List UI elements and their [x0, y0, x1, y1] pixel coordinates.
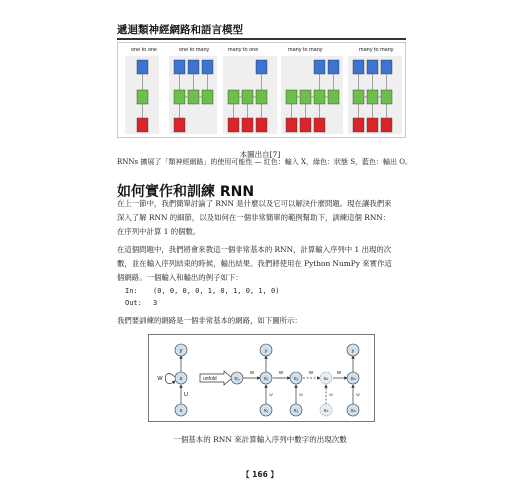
page-number: 【 166 】	[242, 470, 278, 479]
unfold-label: unfold	[203, 376, 217, 382]
figure1-caption: 本圖出自[7]	[239, 150, 281, 159]
state-block	[381, 90, 392, 104]
edge-w-label: W	[336, 370, 342, 375]
state-node-n-label: Sₙ	[350, 377, 356, 382]
output-block	[188, 60, 199, 74]
output-node-n-label: y	[351, 349, 355, 354]
state-block	[137, 90, 148, 104]
paragraph-2	[117, 243, 407, 286]
output-block	[353, 60, 364, 74]
input-block	[256, 118, 267, 132]
code-in-value: (0, 0, 0, 0, 1, 0, 1, 0, 1, 0)	[153, 287, 280, 295]
state-node-k-label: Sₖ	[323, 377, 329, 382]
header-rule	[117, 38, 406, 40]
output-block	[202, 60, 213, 74]
input-block	[228, 118, 239, 132]
paragraph-2-line: 個網路。一個輸入和輸出的例子如下：	[117, 273, 243, 283]
output-node-1-label: y	[264, 349, 268, 354]
config-label-one-to-one: one to one	[131, 47, 157, 53]
paragraph-1-line: 在上一節中，我們簡單討論了 RNN 是什麼以及它可以解決什麼問題。現在讓我們來	[117, 199, 392, 208]
paragraph-2-line: 數，並在輸入序列結束的時候，輸出結果。我們將使用在 Python NumPy 來實作這	[117, 259, 392, 269]
unfolded-rnn-figure	[148, 334, 375, 422]
edge-w-label: W	[278, 370, 284, 375]
config-label-one-to-many: one to many	[179, 47, 210, 53]
input-block	[137, 118, 148, 132]
state-block	[314, 90, 325, 104]
node-y-label: y	[179, 348, 183, 354]
input-block	[174, 118, 185, 132]
state-node-0-label: S₀	[234, 377, 240, 382]
input-block	[381, 118, 392, 132]
paragraph-1-line: 深入了解 RNN 的細節，以及如何在一個非常簡單的範例幫助下，訓練這個 RNN：	[117, 213, 391, 223]
input-block	[314, 118, 325, 132]
state-block	[242, 90, 253, 104]
config-label-many-to-many-1: many to many	[288, 47, 323, 53]
state-block	[328, 90, 339, 104]
input-block	[286, 118, 297, 132]
running-header-title: 遞迴類神經網路和語言模型	[117, 24, 243, 36]
output-block	[381, 60, 392, 74]
input-block	[300, 118, 311, 132]
edge-w-label: W	[249, 370, 255, 375]
config-label-many-to-many-2: many to many	[359, 47, 394, 53]
node-x-label: x	[179, 408, 183, 414]
paragraph-1-line: 在序列中計算 1 的個數。	[117, 227, 201, 237]
figure1-note: RNNs 擴展了「類神經網路」的使用可能性 — 紅色：輸入 X，綠色：狀態 S，藍色：輸出 O。	[117, 158, 412, 166]
input-block	[353, 118, 364, 132]
paragraph-1	[117, 197, 407, 240]
code-in-label: In:	[125, 287, 138, 295]
output-block	[256, 60, 267, 74]
output-block	[174, 60, 185, 74]
output-block	[328, 60, 339, 74]
node-s-label: s	[179, 376, 183, 382]
edge-u-label: U	[269, 392, 273, 397]
state-block	[300, 90, 311, 104]
edge-u-label: U	[329, 392, 333, 397]
state-block	[367, 90, 378, 104]
edge-u-label: U	[299, 392, 303, 397]
section-heading: 如何實作和訓練 RNN	[117, 184, 255, 200]
state-block	[353, 90, 364, 104]
input-node-k-label: Xₖ	[323, 409, 329, 414]
input-node-n-label: Xₙ	[350, 409, 356, 414]
folded-u-label: U	[184, 392, 188, 398]
state-block	[228, 90, 239, 104]
paragraph-2-line: 在這個問題中，我們將會來教這一個非常基本的 RNN，計算輸入序列中 1 出現的次	[117, 245, 392, 254]
input-node-2-label: X₂	[293, 409, 299, 414]
code-out-label: Out:	[125, 299, 142, 307]
paragraph-3: 我們要訓練的網路是一個非常基本的網路，如下圖所示：	[117, 316, 302, 325]
folded-w-label: W	[157, 376, 163, 382]
edge-w-label: W	[308, 370, 314, 375]
output-block	[314, 60, 325, 74]
edge-u-label: U	[356, 392, 360, 397]
state-node-2-label: S₂	[293, 377, 299, 382]
state-block	[202, 90, 213, 104]
state-block	[188, 90, 199, 104]
code-example	[125, 285, 279, 309]
output-block	[367, 60, 378, 74]
state-node-1-label: S₁	[263, 377, 269, 382]
input-node-1-label: X₁	[263, 409, 269, 414]
figure2-caption: 一個基本的 RNN 來計算輸入序列中數字的出現次數	[173, 435, 347, 444]
state-block	[174, 90, 185, 104]
input-block	[242, 118, 253, 132]
config-label-many-to-one: many to one	[228, 47, 259, 53]
code-out-value: 3	[153, 299, 158, 307]
state-block	[256, 90, 267, 104]
state-block	[286, 90, 297, 104]
output-block	[137, 60, 148, 74]
rnn-configurations-figure	[117, 42, 406, 138]
input-block	[367, 118, 378, 132]
